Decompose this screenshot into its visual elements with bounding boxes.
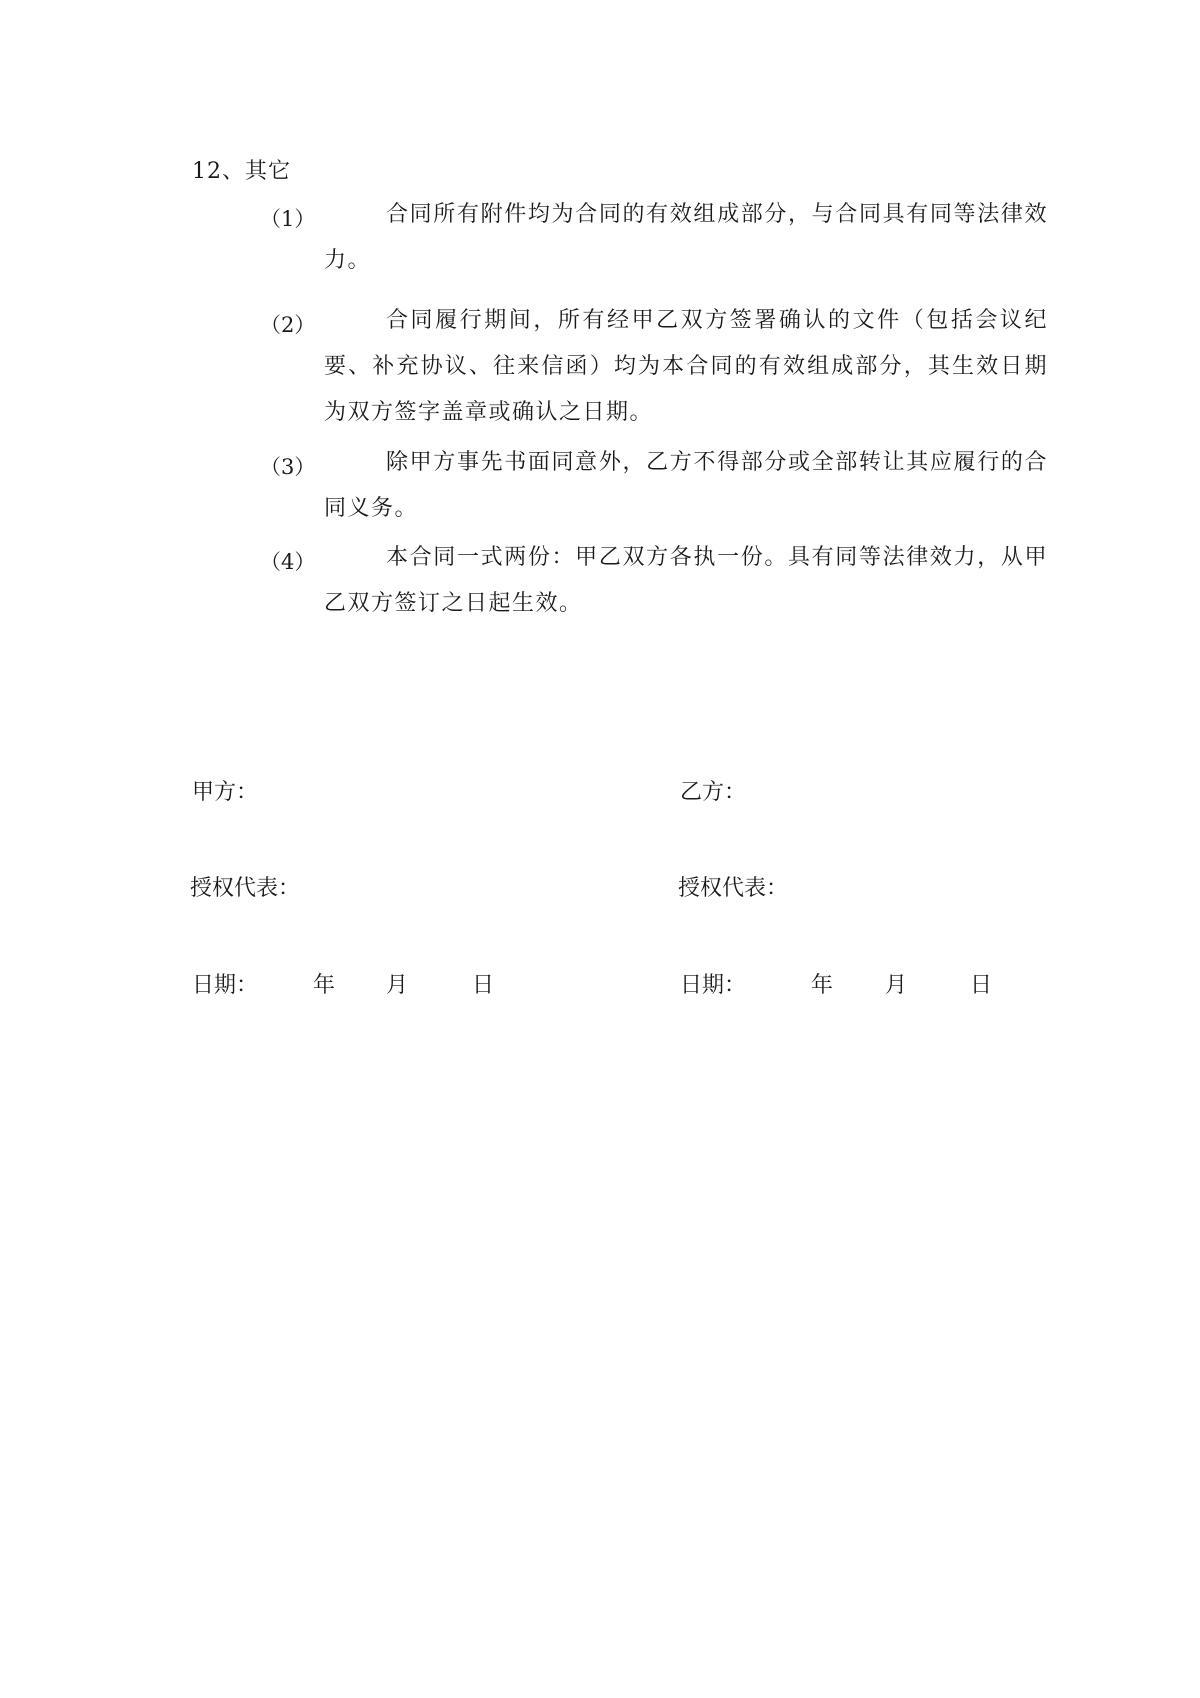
party-a-year: 年 [313, 973, 336, 998]
clause-text: 本合同一式两份：甲乙双方各执一份。具有同等法律效力，从甲乙双方签订之日起生效。 [324, 545, 1048, 616]
party-b-label: 乙方： [680, 780, 747, 805]
party-b-day: 日 [970, 973, 993, 998]
party-b-rep-label: 授权代表： [678, 876, 789, 901]
clause-number: （3） [260, 455, 316, 479]
party-a-date-label: 日期： [192, 973, 259, 998]
party-a-day: 日 [472, 973, 495, 998]
party-a-rep-label: 授权代表： [190, 876, 301, 901]
clause-text: 合同履行期间，所有经甲乙双方签署确认的文件（包括会议纪要、补充协议、往来信函）均为本合同的有效组成部分，其生效日期为双方签字盖章或确认之日期。 [324, 308, 1048, 425]
clause-text: 合同所有附件均为合同的有效组成部分，与合同具有同等法律效力。 [324, 202, 1048, 273]
party-b-month: 月 [885, 973, 908, 998]
party-a-month: 月 [386, 973, 409, 998]
section-title: 12、其它 [192, 159, 291, 184]
party-a-label: 甲方： [192, 780, 259, 805]
clause-text: 除甲方事先书面同意外，乙方不得部分或全部转让其应履行的合同义务。 [324, 450, 1048, 521]
party-b-date-label: 日期： [680, 973, 747, 998]
clause-number: （1） [260, 207, 316, 231]
clause-number: （2） [260, 313, 316, 337]
party-b-year: 年 [811, 973, 834, 998]
clause-number: （4） [260, 550, 316, 574]
